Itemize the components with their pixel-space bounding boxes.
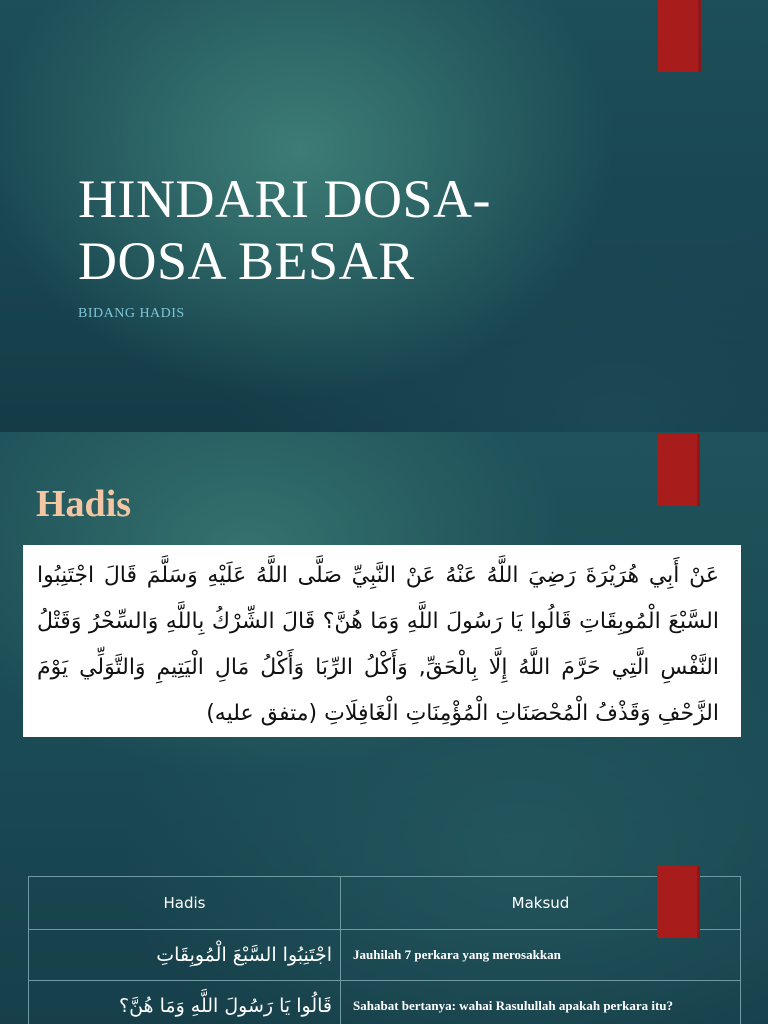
red-accent-tab — [657, 434, 700, 506]
column-header-maksud: Maksud — [341, 877, 741, 930]
table-cell-hadis: قَالُوا يَا رَسُولَ اللَّهِ وَمَا هُنَّ؟ — [29, 981, 341, 1024]
hadis-table — [28, 876, 741, 1024]
table-cell-maksud: Sahabat bertanya: wahai Rasulullah apakah perkara itu? — [341, 981, 741, 1024]
red-accent-tab — [657, 866, 700, 938]
slide-title — [78, 168, 578, 292]
arabic-hadith-text: عَنْ أَبِي هُرَيْرَةَ رَضِيَ اللَّهُ عَنْهُ عَنْ النَّبِيِّ صَلَّى اللَّهُ عَلَيْهِ وَسَلَّمَ قَالَ اجْتَنِبُوا السَّبْعَ الْمُوبِقَاتِ قَالُوا يَا رَسُولَ اللَّهِ وَمَا هُنَّ؟ قَالَ الشِّرْكُ بِاللَّهِ وَالسِّحْرُ وَقَتْلُ النَّفْسِ الَّتِي حَرَّمَ اللَّهُ إِلَّا بِالْحَقِّ, وَأَكْلُ الرِّبَا وَأَكْلُ مَالِ الْيَتِيمِ وَالتَّوَلِّي يَوْمَ الزَّحْفِ وَقَذْفُ الْمُحْصَنَاتِ الْمُؤْمِنَاتِ الْغَافِلَاتِ (متفق عليه) — [23, 545, 741, 737]
slide-subtitle: BIDANG HADIS — [78, 306, 185, 321]
red-accent-tab — [658, 0, 701, 72]
hadis-slide — [0, 432, 768, 1024]
slide-heading: Hadis — [36, 483, 132, 525]
table-cell-hadis: اجْتَنِبُوا السَّبْعَ الْمُوبِقَاتِ — [29, 930, 341, 981]
column-header-hadis: Hadis — [29, 877, 341, 930]
table-cell-maksud: Jauhilah 7 perkara yang merosakkan — [341, 930, 741, 981]
title-line-1: HINDARI DOSA- — [78, 169, 491, 229]
table-row — [29, 981, 741, 1024]
table-row — [29, 930, 741, 981]
table-header-row — [29, 877, 741, 930]
title-slide — [0, 0, 768, 432]
title-line-2: DOSA BESAR — [78, 231, 415, 291]
